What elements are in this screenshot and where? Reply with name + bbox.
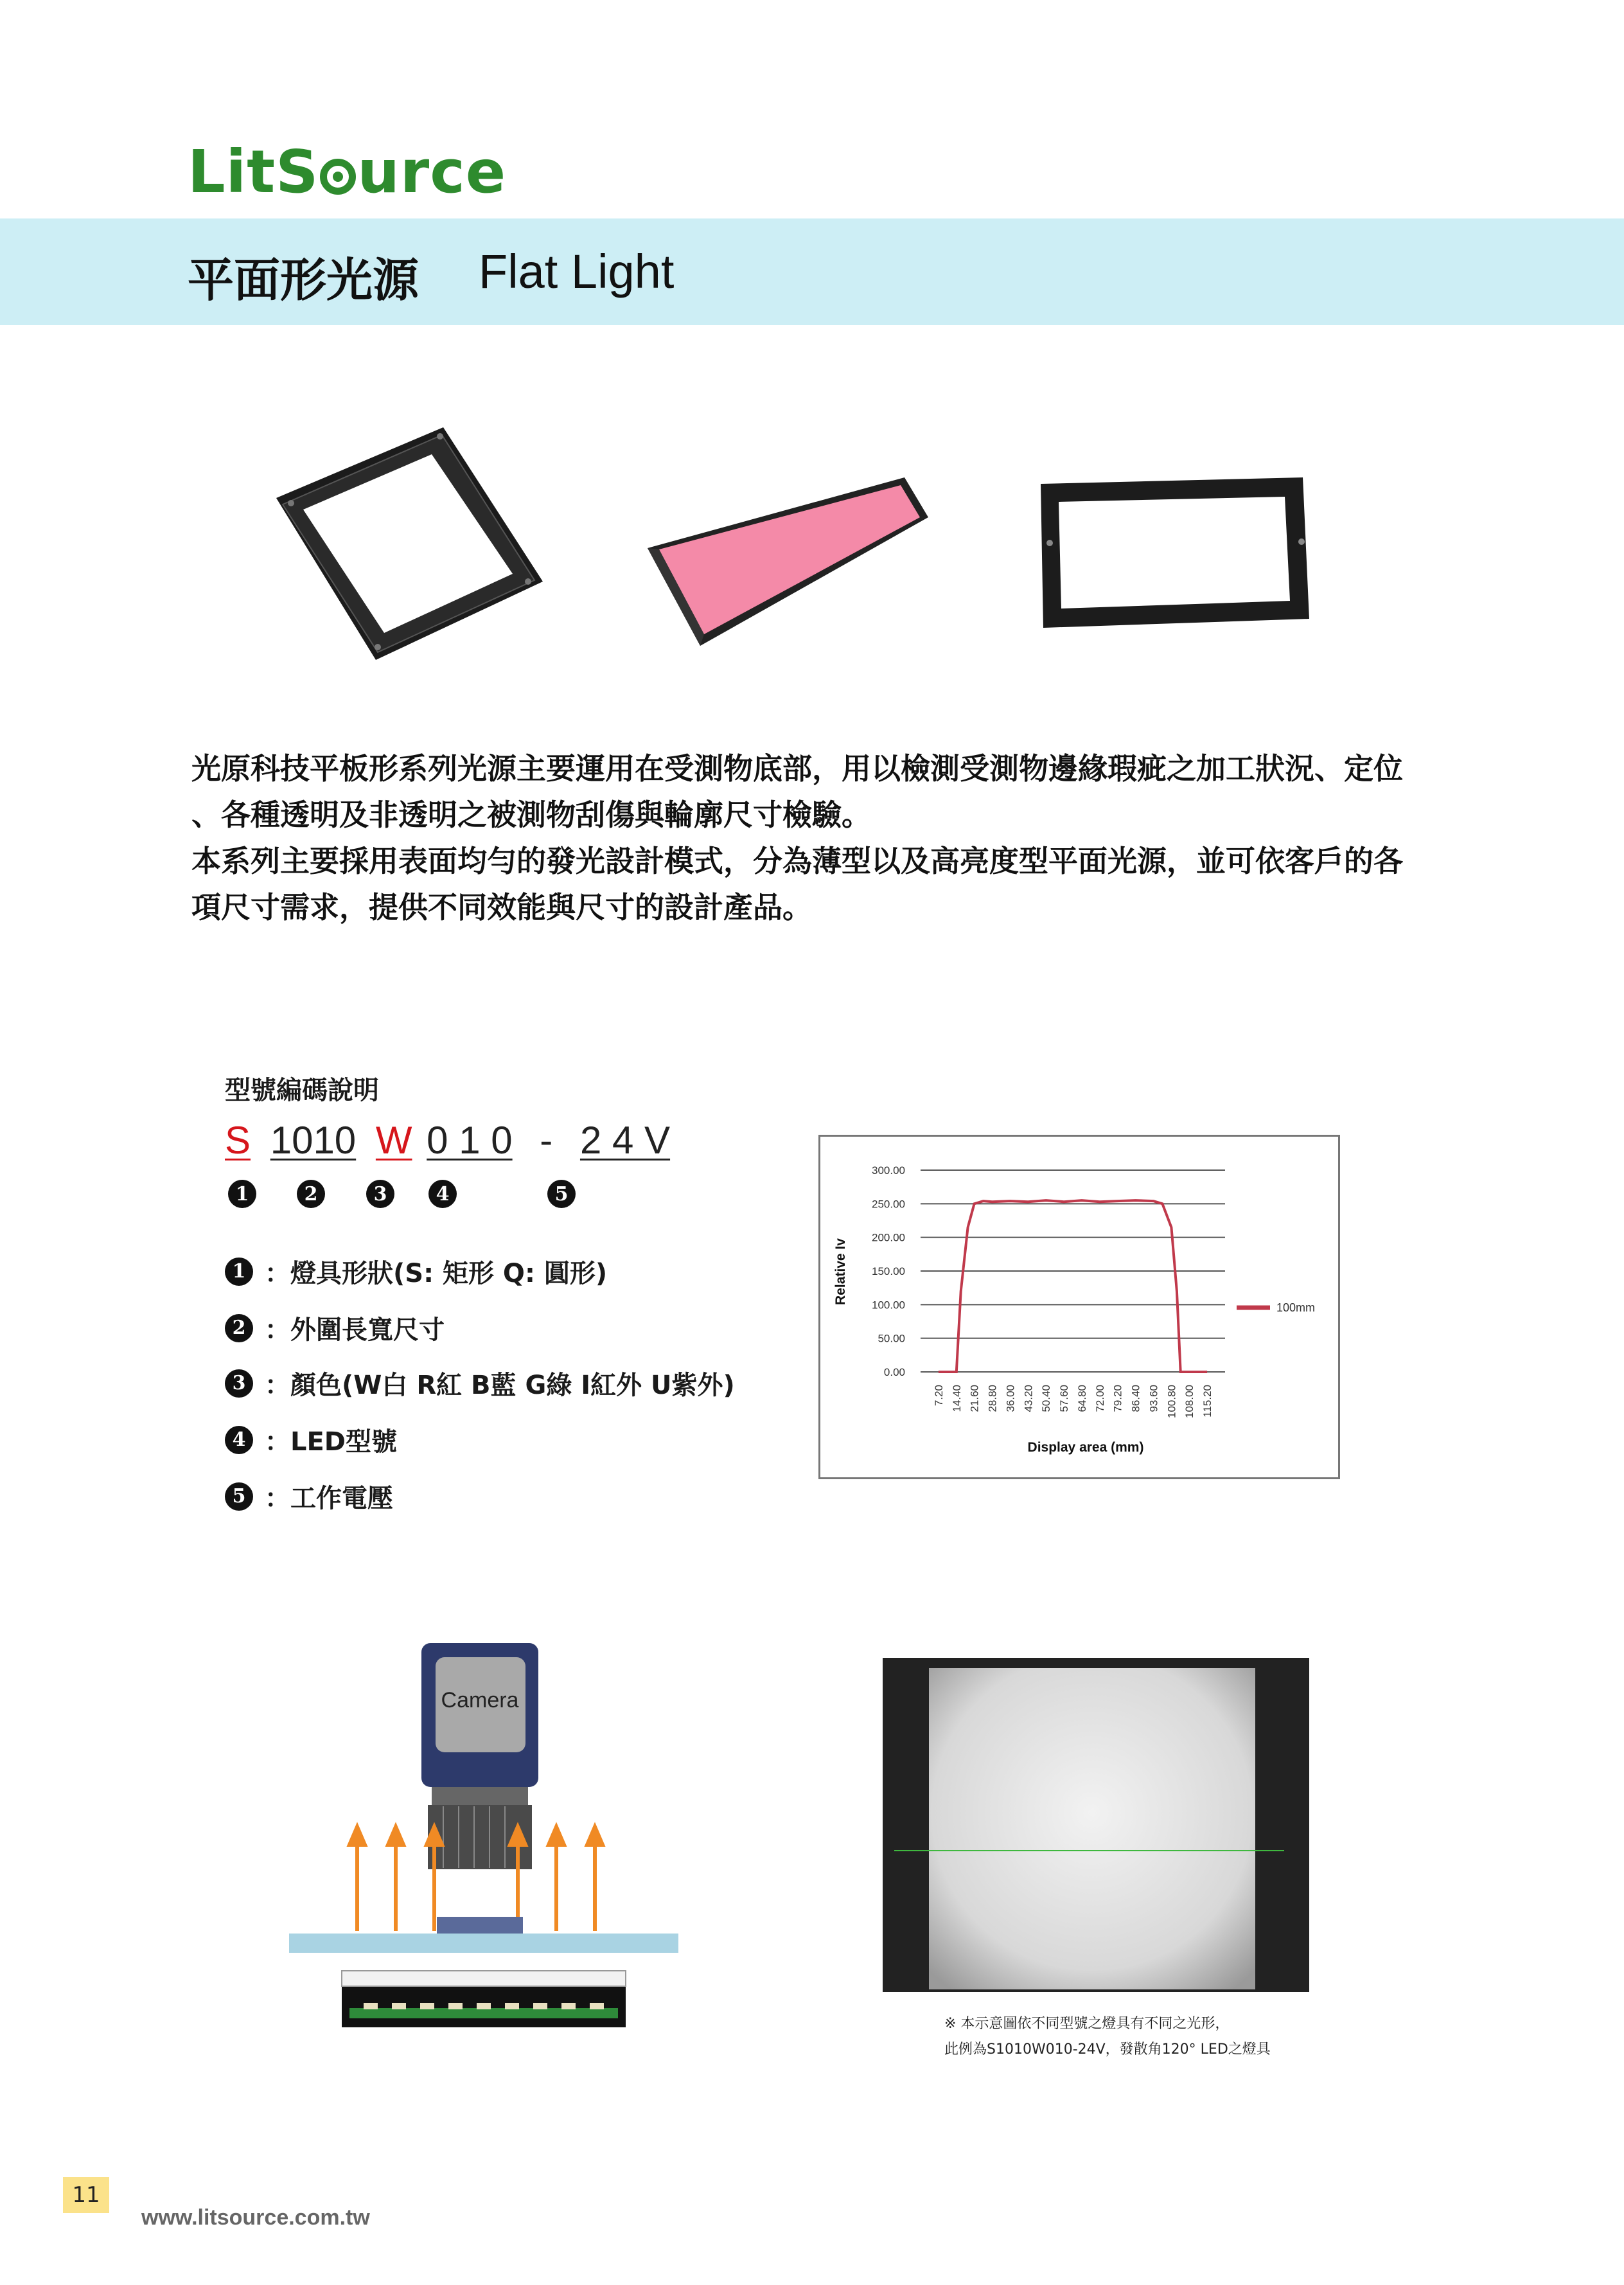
led-board [349,2008,618,2018]
x-tick-label: 14.40 [950,1385,963,1412]
x-axis-title: Display area (mm) [1027,1440,1144,1455]
y-tick-label: 100.00 [872,1299,905,1311]
model-code-title: 型號編碼說明 [225,1076,379,1105]
y-axis-title: Relative Iv [833,1238,848,1305]
marker-3: 3 [366,1180,394,1208]
legend-text: ：燈具形狀(S: 矩形 Q: 圓形) [265,1259,608,1288]
page-title-english: Flat Light [479,245,675,298]
x-tick-label: 36.00 [1004,1385,1017,1412]
marker-4: 4 [428,1180,457,1208]
x-tick-label: 79.20 [1111,1385,1124,1412]
x-tick-label: 7.20 [932,1385,945,1407]
photo-caption [944,2011,1271,2063]
code-part-led: 0 1 0 [427,1119,513,1162]
x-tick-label: 72.00 [1093,1385,1106,1412]
lens-ring [432,1787,528,1805]
description-line: 本系列主要採用表面均勻的發光設計模式，分為薄型以及高亮度型平面光源，並可依客戶的各 [191,844,1403,878]
pink-flat-light-photo [642,472,931,652]
x-tick-label: 108.00 [1183,1385,1196,1418]
marker-5: 5 [547,1180,576,1208]
website-url[interactable]: www.litsource.com.tw [141,2205,370,2230]
marker-2: 2 [297,1180,325,1208]
light-pattern-photo [883,1658,1309,1992]
y-tick-label: 50.00 [878,1332,905,1345]
code-part-voltage: 2 4 V [579,1119,671,1162]
x-tick-label: 86.40 [1129,1385,1142,1412]
description-line: 、各種透明及非透明之被測物刮傷與輪廓尺寸檢驗。 [191,797,871,832]
legend-marker: 5 [225,1482,253,1511]
caption-line: 此例為S1010W010-24V，發散角120° LED之燈具 [944,2041,1271,2058]
y-tick-label: 200.00 [872,1231,905,1244]
y-tick-label: 300.00 [872,1164,905,1177]
legend-text: ：工作電壓 [265,1484,393,1513]
x-tick-label: 115.20 [1201,1385,1214,1418]
glass-plate [289,1934,678,1953]
page-title-chinese: 平面形光源 [188,253,419,307]
description-line: 項尺寸需求，提供不同效能與尺寸的設計產品。 [191,890,812,925]
chart-canvas [820,1137,1338,1477]
setup-diagram [283,1642,687,2034]
frame-flat-light-photo [1033,472,1316,633]
diffuser-panel [342,1971,626,1986]
legend-text: ：LED型號 [265,1427,398,1457]
legend-label: 100mm [1276,1301,1316,1314]
x-tick-label: 50.40 [1040,1385,1053,1412]
y-tick-label: 150.00 [872,1265,905,1277]
model-code-example [225,1118,670,1162]
y-tick-label: 0.00 [883,1366,905,1378]
x-tick-label: 100.80 [1165,1385,1178,1418]
square-flat-light-photo [270,421,546,665]
test-object [437,1917,523,1934]
brand-logo [188,138,507,206]
code-part-color: W [375,1119,412,1162]
led-row [364,2003,604,2009]
y-tick-label: 250.00 [872,1198,905,1211]
x-tick-label: 28.80 [986,1385,999,1412]
x-tick-label: 64.80 [1075,1385,1088,1412]
code-part-shape: S [225,1119,251,1162]
marker-1: 1 [228,1180,256,1208]
logo-o-icon [320,159,356,195]
legend-item [225,1365,735,1401]
caption-line: ※ 本示意圖依不同型號之燈具有不同之光形， [944,2016,1230,2032]
legend-text: ：顏色(W白 R紅 B藍 G綠 I紅外 U紫外) [265,1371,735,1400]
legend-marker: 2 [225,1314,253,1342]
code-dash: - [540,1119,553,1162]
logo-text-end: urce [357,138,507,206]
legend-marker: 4 [225,1426,253,1454]
legend-marker: 1 [225,1258,253,1286]
camera-label: Camera [441,1688,519,1712]
legend-item [225,1478,393,1515]
description-line: 光原科技平板形系列光源主要運用在受測物底部，用以檢測受測物邊緣瑕疵之加工狀況、定位 [191,751,1403,786]
legend-item [225,1421,397,1458]
product-description [191,745,1431,930]
legend-item [225,1310,445,1346]
page-number: 11 [63,2177,109,2213]
x-tick-label: 21.60 [968,1385,981,1412]
data-series-line [939,1200,1207,1372]
logo-text-start: LitS [188,138,319,206]
legend-text: ：外圍長寬尺寸 [265,1315,445,1345]
x-tick-label: 57.60 [1058,1385,1071,1412]
luminance-chart [818,1135,1340,1479]
legend-marker: 3 [225,1369,253,1398]
legend-item [225,1253,607,1290]
x-tick-label: 93.60 [1147,1385,1160,1412]
code-part-size: 1010 [270,1119,357,1162]
x-tick-label: 43.20 [1022,1385,1035,1412]
